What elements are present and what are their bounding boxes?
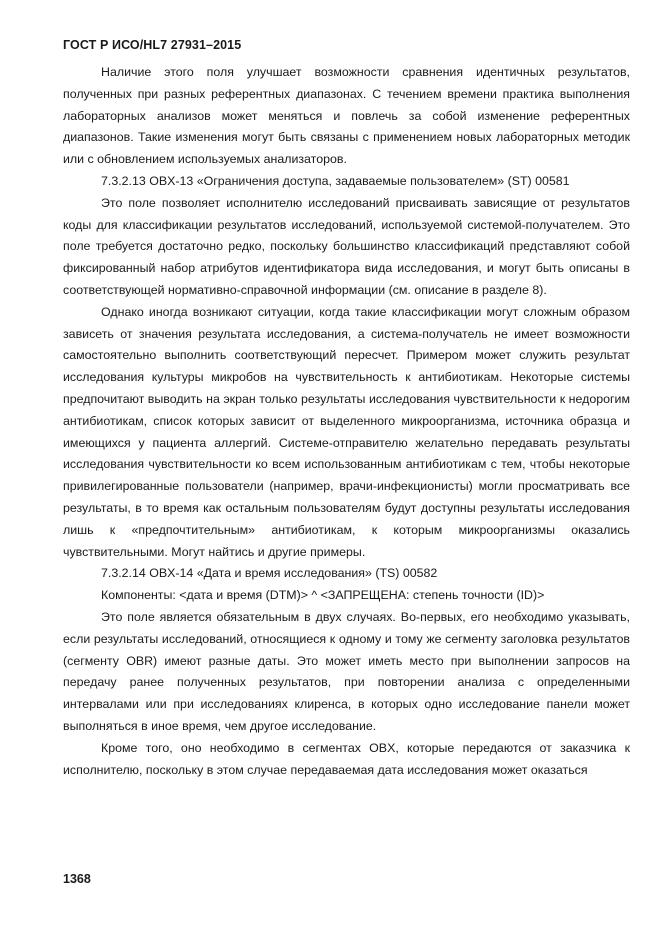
- section-heading-obx14: 7.3.2.14 OBX-14 «Дата и время исследования» (TS) 00582: [101, 566, 438, 581]
- components-line: Компоненты: <дата и время (DTM)> ^ <ЗАПРЕЩЕНА: степень точности (ID)>: [101, 588, 545, 603]
- paragraph-obx13-example: Однако иногда возникают ситуации, когда такие классификации могут сложным образом зависеть от значения результата исследования, а система-получатель не имеет возможности самостоятельно выполнить соответствующий пересчет. Примером может служить результат исследования культуры микробов на чувствительность к антибиотикам. Некоторые системы предпочитают выводить на экран только результаты исследования чувствительности к недорогим антибиотикам, список которых зависит от выделенного микроорганизма, источника образца и имеющихся у пациента аллергий. Системе-отправителю желательно передавать результаты исследования чувствительности ко всем использованным антибиотикам с тем, чтобы некоторые привилегированные пользователи (например, врачи-инфекционисты) могли просматривать все результаты, в то время как остальным пользователям будут доступны результаты исследования лишь к «предпочтительным» антибиотикам, к которым микроорганизмы оказались чувствительными. Могут найтись и другие примеры.: [63, 304, 630, 559]
- paragraph-obx14-required: Это поле является обязательным в двух случаях. Во-первых, его необходимо указывать, если результаты исследований, относящиеся к одному и тому же сегменту заголовка результатов (сегменту OBR) имеют разные даты. Это может иметь место при выполнении запросов на передачу ранее полученных результатов, при повторении анализа с определенными интервалами или при исследованиях клиренса, в которых одно исследование панели может выполняться в иное время, чем другое исследование.: [63, 609, 630, 733]
- document-body: [63, 62, 630, 781]
- page-number: 1368: [63, 872, 91, 886]
- paragraph-obx14-segments: Кроме того, оно необходимо в сегментах OBX, которые передаются от заказчика к исполнителю, поскольку в этом случае передаваемая дата исследования может оказаться: [63, 740, 630, 777]
- section-heading-obx13: 7.3.2.13 OBX-13 «Ограничения доступа, задаваемые пользователем» (ST) 00581: [101, 173, 570, 188]
- paragraph-obx13-description: Это поле позволяет исполнителю исследований присваивать зависящие от результатов коды для классификации результатов исследований, используемой системой-получателем. Это поле требуется достаточно редко, поскольку большинство классификаций представляют собой фиксированный набор атрибутов идентификатора вида исследования, и могут быть описаны в соответствующей нормативно-справочной информации (см. описание в разделе 8).: [63, 195, 630, 297]
- document-header: ГОСТ Р ИСО/HL7 27931–2015: [63, 38, 242, 52]
- paragraph-reference-ranges: Наличие этого поля улучшает возможности сравнения идентичных результатов, полученных при разных референтных диапазонах. С течением времени практика выполнения лабораторных анализов может меняться и повлечь за собой изменение референтных диапазонов. Такие изменения могут быть связаны с применением новых лабораторных методик или с обновлением используемых анализаторов.: [63, 65, 630, 167]
